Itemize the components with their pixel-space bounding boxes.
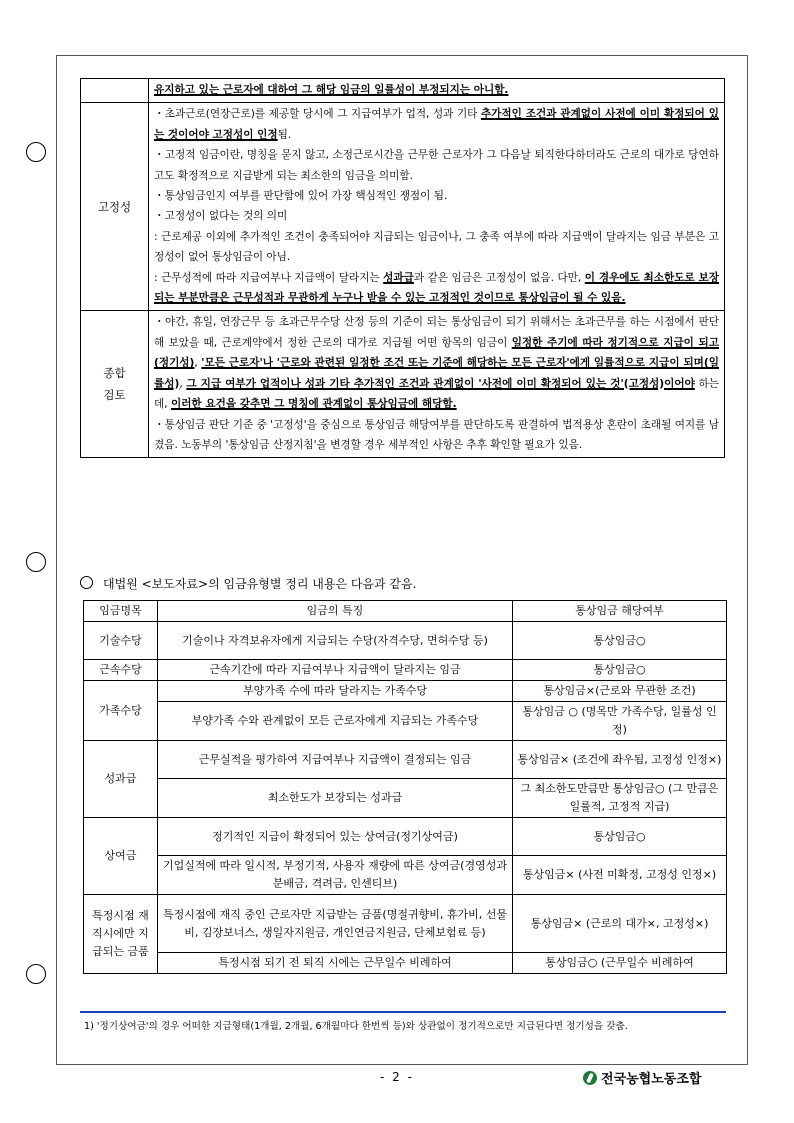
row-content [149, 311, 725, 458]
text-run: ・야간, 휴일, 연장근무 등 초과근무수당 산정 등의 기준이 되는 통상임금이 되기 위해서는 초과근무를 하는 시점에서 판단해 보았을 때, 근로계약에서 정한 근로의 대가로 지급될 어떤 항목의 임금이 [154, 316, 719, 349]
table-row [84, 779, 727, 818]
paragraph [154, 268, 719, 309]
union-logo-icon [583, 1071, 597, 1085]
wage-name-cell: 기술수당 [84, 622, 158, 660]
criteria-row-summary [81, 311, 725, 458]
continuation-text: 유지하고 있는 근로자에 대하여 그 해당 임금의 일률성이 부정되지는 아니함. [154, 84, 509, 96]
table-row [84, 622, 727, 660]
table-row [84, 856, 727, 895]
text-run: 하는데, [154, 377, 719, 411]
feature-cell: 부양가족 수에 따라 달라지는 가족수당 [158, 681, 513, 702]
text-run: , [194, 357, 202, 370]
binder-hole-icon [26, 552, 46, 572]
paragraph [154, 206, 719, 226]
paragraph [154, 227, 719, 268]
paragraph [154, 312, 719, 414]
result-cell: 그 최소한도만큼만 통상임금○ (그 만큼은 일률적, 고정적 지급) [513, 779, 727, 818]
feature-cell: 부양가족 수와 관계없이 모든 근로자에게 지급되는 가족수당 [158, 702, 513, 741]
page-number: - 2 - [380, 1070, 414, 1084]
row-content [149, 103, 725, 311]
text-run: 이 경우에도 최소한도로 보장되는 부분만큼은 근무성적과 무관하게 누구나 받을 수 있는 고정적인 것이므로 통상임금이 될 수 있음. [154, 271, 719, 305]
feature-cell: 근무실적을 평가하여 지급여부나 지급액이 결정되는 임금 [158, 741, 513, 779]
table-row [84, 953, 727, 974]
paragraph [154, 186, 719, 206]
table-row [84, 660, 727, 681]
table-row [84, 818, 727, 856]
paragraph [154, 104, 719, 145]
text-run: 성과급 [383, 271, 414, 284]
result-cell: 통상임금× (조건에 좌우됨, 고정성 인정×) [513, 741, 727, 779]
text-run: ・통상임금 판단 기준 중 '고정성'을 중심으로 통상임금 해당여부를 판단하도록 판결하여 법적용상 혼란이 초래될 여지를 남겼음. 노동부의 '통상임금 산정지침'을 변경할 경우 세부적인 사항은 추후 확인할 필요가 있음. [154, 418, 720, 451]
result-cell: 통상임금○ (근무일수 비례하여 [513, 953, 727, 974]
paragraph [154, 415, 719, 456]
text-run: 과 같은 임금은 고정성이 없음. 다만, [413, 271, 585, 284]
text-run: 됨. [277, 128, 292, 141]
wage-name-cell: 성과급 [84, 741, 158, 818]
text-run: ・통상임금인지 여부를 판단함에 있어 가장 핵심적인 쟁점이 됨. [154, 190, 448, 203]
header-cell: 통상임금 해당여부 [513, 601, 727, 622]
footnote-divider [80, 1011, 726, 1013]
row-label: 고정성 [81, 103, 149, 311]
table-row [84, 702, 727, 741]
text-run: 이러한 요건을 갖추면 그 명칭에 관계없이 통상임금에 해당함. [170, 398, 457, 411]
wage-name-cell: 특정시점 재직시에만 지급되는 금품 [84, 895, 158, 974]
table-header [84, 601, 727, 622]
text-run: ・초과근로(연장근로)를 제공할 당시에 그 지급여부가 업적, 성과 기타 [154, 108, 481, 121]
continuation-row [81, 79, 725, 103]
table-row [84, 681, 727, 702]
header-cell: 임금명목 [84, 601, 158, 622]
result-cell: 통상임금○ [513, 818, 727, 856]
paragraph [154, 145, 719, 186]
text-run: ・고정적 임금이란, 명칭을 묻지 않고, 소정근로시간을 근무한 근로자가 그 다음날 퇴직한다하더라도 근로의 대가로 당연하고도 확정적으로 지급받게 되는 최소한의 임금을 의미함. [154, 149, 719, 182]
result-cell: 통상임금×(근로와 무관한 조건) [513, 681, 727, 702]
feature-cell: 기술이나 자격보유자에게 지급되는 수당(자격수당, 면허수당 등) [158, 622, 513, 660]
feature-cell: 근속기간에 따라 지급여부나 지급액이 달라지는 임금 [158, 660, 513, 681]
text-run: '모든 근로자'나 '근로와 관련된 일정한 조건 또는 기준에 해당하는 모든 근로자'에게 일률적으로 지급이 되며(일률성) [154, 357, 719, 390]
criteria-box [80, 78, 725, 458]
text-run: 그 지급 여부가 업적이나 성과 기타 추가적인 조건과 관계없이 '사전에 이미 확정되어 있는 것'(고정성)이어야 [186, 377, 695, 390]
footnote: 1) '정기상여금'의 경우 어떠한 지급형태(1개월, 2개월, 6개월마다 한번씩 등)와 상관없이 정기적으로만 지급된다면 정기성을 갖춤. [84, 1021, 628, 1032]
text-run: , [179, 377, 187, 390]
result-cell: 통상임금× (근로의 대가×, 고정성×) [513, 895, 727, 953]
table-row [84, 741, 727, 779]
result-cell: 통상임금○ [513, 660, 727, 681]
result-cell: 통상임금× (사전 미확정, 고정성 인정×) [513, 856, 727, 895]
text-run: 추가적인 조건과 관계없이 사전에 이미 확정되어 있는 것이어야 고정성이 인정 [154, 108, 719, 141]
table-body [84, 622, 727, 974]
text-run: : 근로제공 이외에 추가적인 조건이 충족되어야 지급되는 임금이나, 그 충족 여부에 따라 지급액이 달라지는 임금 부분은 고정성이 없어 통상임금이 아님. [154, 230, 719, 264]
feature-cell: 정기적인 지급이 확정되어 있는 상여금(정기상여금) [158, 818, 513, 856]
text-run: : 근무성적에 따라 지급여부나 지급액이 달라지는 [154, 271, 384, 284]
result-cell: 통상임금 ○ (명목만 가족수당, 일률성 인정) [513, 702, 727, 741]
text-run: 일정한 주기에 따라 정기적으로 지급이 되고(정기성) [154, 336, 719, 370]
binder-hole-icon [26, 964, 46, 984]
wage-type-table [83, 600, 727, 974]
wage-name-cell: 가족수당 [84, 681, 158, 741]
text-run: ・고정성이 없다는 것의 의미 [154, 210, 288, 223]
feature-cell: 특정시점에 재직 중인 근로자만 지급받는 금품(명절귀향비, 휴가비, 선물비, 김장보너스, 생일자지원금, 개인연금지원금, 단체보험료 등) [158, 895, 513, 953]
feature-cell: 최소한도가 보장되는 성과급 [158, 779, 513, 818]
criteria-row-fixedness [81, 103, 725, 311]
row-label: 종합검토 [81, 311, 149, 458]
brand-mark: 전국농협노동조합 [583, 1068, 701, 1087]
wage-name-cell: 근속수당 [84, 660, 158, 681]
result-cell: 통상임금○ [513, 622, 727, 660]
wage-name-cell: 상여금 [84, 818, 158, 895]
section-intro: 대법원 <보도자료>의 임금유형별 정리 내용은 다음과 같음. [80, 575, 416, 592]
feature-cell: 특정시점 되기 전 퇴직 시에는 근무일수 비례하여 [158, 953, 513, 974]
header-cell: 임금의 특징 [158, 601, 513, 622]
binder-hole-icon [26, 142, 46, 162]
bullet-circle-icon [80, 576, 93, 589]
table-row [84, 895, 727, 953]
feature-cell: 기업실적에 따라 일시적, 부정기적, 사용자 재량에 따른 상여금(경영성과분배금, 격려금, 인센티브) [158, 856, 513, 895]
